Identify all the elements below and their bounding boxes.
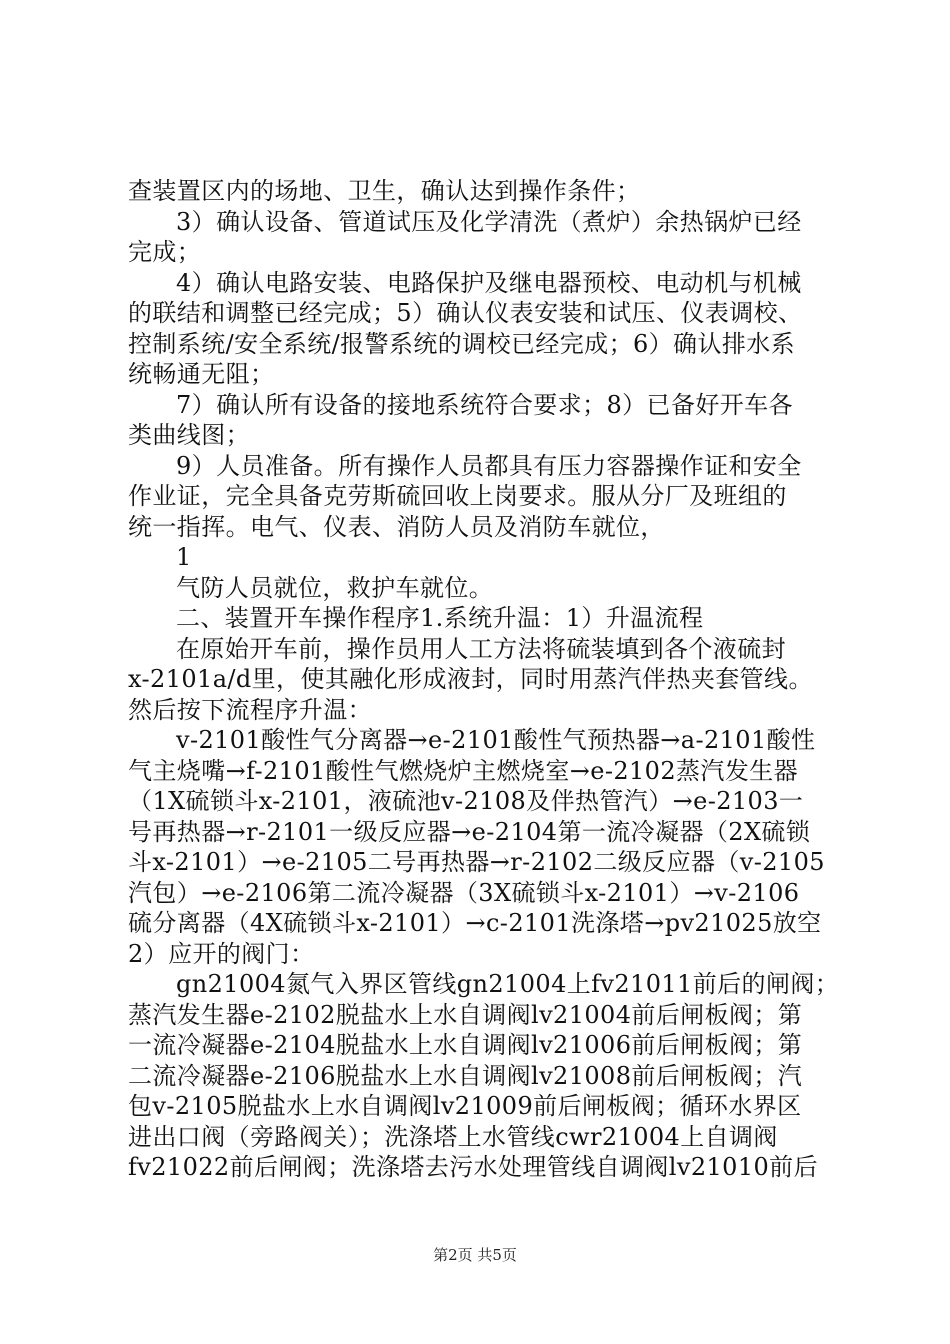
text-line: 蒸汽发生器e-2102脱盐水上水自调阀lv21004前后闸板阀；第 bbox=[128, 1000, 803, 1029]
text-line: 完成； bbox=[128, 238, 202, 266]
text-line: 硫分离器（4X硫锁斗x-2101）→c-2101洗涤塔→pv21025放空 bbox=[128, 909, 822, 937]
text-line: 气防人员就位，救护车就位。 bbox=[176, 573, 494, 602]
text-line: 1 bbox=[176, 543, 192, 571]
document-body bbox=[128, 176, 840, 1183]
text-line: gn21004氮气入界区管线gn21004上fv21011前后的闸阀； bbox=[176, 970, 840, 998]
text-line: v-2101酸性气分离器→e-2101酸性气预热器→a-2101酸性 bbox=[176, 726, 816, 754]
text-line: 二流冷凝器e-2106脱盐水上水自调阀lv21008前后闸板阀；汽 bbox=[128, 1061, 803, 1090]
text-line: 在原始开车前，操作员用人工方法将硫装填到各个液硫封 bbox=[176, 634, 786, 663]
text-line: x-2101a/d里，使其融化形成液封，同时用蒸汽伴热夹套管线。 bbox=[128, 665, 813, 693]
text-line: 斗x-2101）→e-2105二号再热器→r-2102二级反应器（v-2105 bbox=[128, 848, 825, 876]
text-line: 作业证，完全具备克劳斯硫回收上岗要求。服从分厂及班组的 bbox=[128, 482, 787, 510]
text-line: 类曲线图； bbox=[128, 421, 250, 449]
text-line: 汽包）→e-2106第二流冷凝器（3X硫锁斗x-2101）→v-2106 bbox=[128, 878, 800, 907]
text-line: 7）确认所有设备的接地系统符合要求；8）已备好开车各 bbox=[176, 390, 793, 419]
text-line: 查装置区内的场地、卫生，确认达到操作条件； bbox=[128, 177, 641, 205]
text-line: 一流冷凝器e-2104脱盐水上水自调阀lv21006前后闸板阀；第 bbox=[128, 1031, 803, 1059]
text-line: （1X硫锁斗x-2101，液硫池v-2108及伴热管汽）→e-2103一 bbox=[128, 787, 804, 815]
page-number-label: 第2页 共5页 bbox=[433, 1246, 517, 1264]
text-line: 控制系统/安全系统/报警系统的调校已经完成；6）确认排水系 bbox=[128, 329, 796, 358]
text-line: 气主烧嘴→f-2101酸性气燃烧炉主燃烧室→e-2102蒸汽发生器 bbox=[128, 756, 799, 785]
text-line: 2）应开的阀门： bbox=[128, 939, 315, 968]
text-line: 号再热器→r-2101一级反应器→e-2104第一流冷凝器（2X硫锁 bbox=[128, 817, 811, 846]
text-line: 的联结和调整已经完成；5）确认仪表安装和试压、仪表调校、 bbox=[128, 299, 803, 327]
text-line: 统一指挥。电气、仪表、消防人员及消防车就位， bbox=[128, 512, 665, 541]
text-line: 统畅通无阻； bbox=[128, 360, 275, 388]
text-line: 包v-2105脱盐水上水自调阀lv21009前后闸板阀；循环水界区 bbox=[128, 1092, 802, 1120]
page-footer bbox=[0, 1245, 950, 1265]
text-line: 9）人员准备。所有操作人员都具有压力容器操作证和安全 bbox=[176, 451, 802, 480]
text-line: 二、装置开车操作程序1.系统升温：1）升温流程 bbox=[176, 604, 704, 632]
text-line: 4）确认电路安装、电路保护及继电器预校、电动机与机械 bbox=[176, 268, 802, 297]
text-line: fv21022前后闸阀；洗涤塔去污水处理管线自调阀lv21010前后 bbox=[128, 1153, 818, 1181]
text-line: 进出口阀（旁路阀关）；洗涤塔上水管线cwr21004上自调阀 bbox=[128, 1122, 778, 1151]
text-line: 然后按下流程序升温： bbox=[128, 695, 372, 724]
text-line: 3）确认设备、管道试压及化学清洗（煮炉）余热锅炉已经 bbox=[176, 207, 802, 236]
